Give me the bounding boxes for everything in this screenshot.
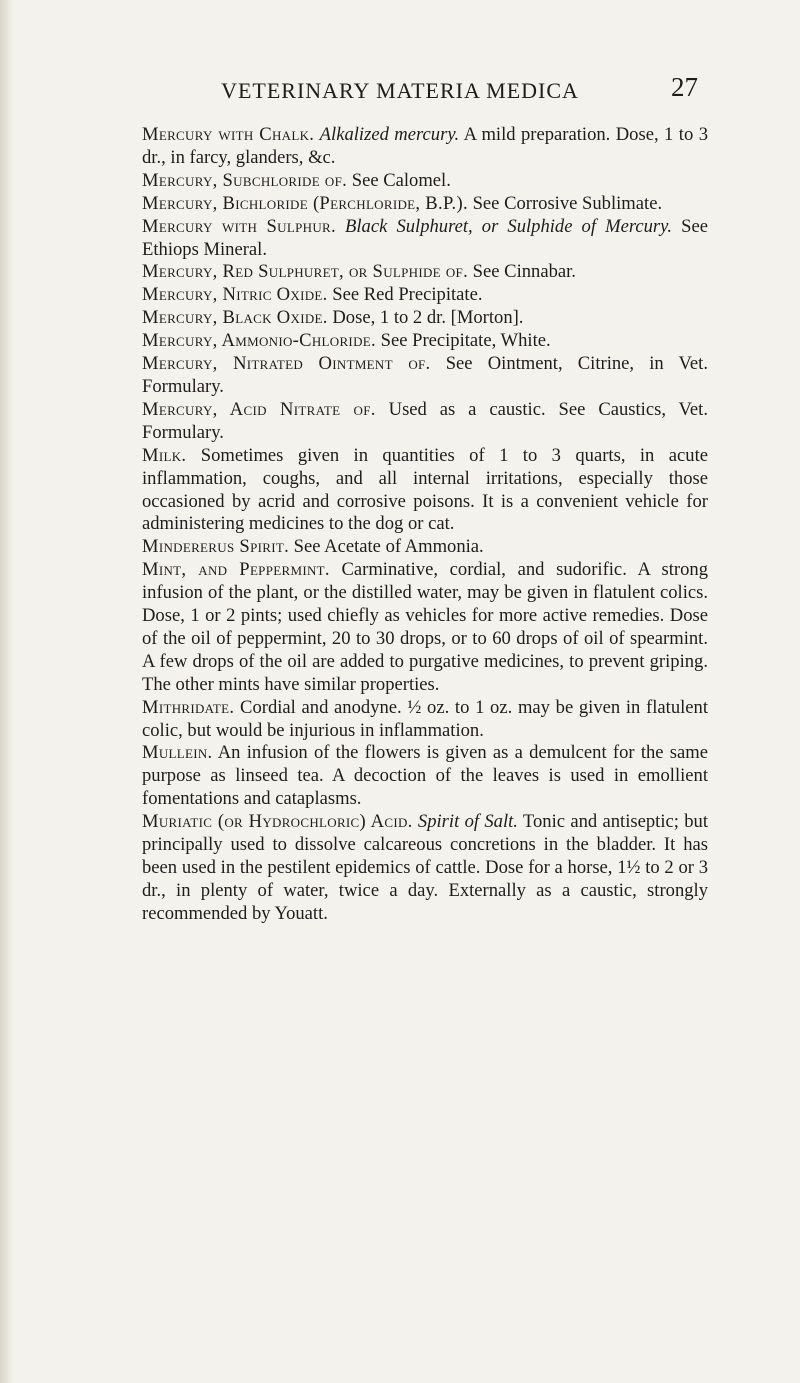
entry-headword: Mercury, Ammonio-Chloride. — [142, 330, 376, 352]
entry-headword: Mercury with Sulphur. — [142, 215, 336, 237]
entry-headword: Mullein. — [142, 742, 213, 764]
page-number: 27 — [671, 72, 698, 102]
entry-headword: Mindererus Spirit. — [142, 536, 290, 558]
entry-text: See Ointment, Citrine, in Vet. Formulary. — [142, 353, 708, 397]
entry-text: A mild preparation. Dose, 1 to 3 dr., in farcy, glanders, &c. — [142, 124, 708, 168]
entry-headword: Mercury, Subchloride of. — [142, 169, 348, 191]
page-header — [0, 72, 800, 112]
page-gutter-shadow — [0, 0, 14, 1383]
entry-mindererus-spirit — [142, 536, 708, 559]
entry-text: Dose, 1 to 2 dr. [Morton]. — [327, 307, 524, 329]
entry-headword: Mint, and Peppermint. — [142, 559, 330, 581]
entry-mercury-ammonio-chloride — [142, 330, 708, 353]
running-head: VETERINARY MATERIA MEDICA — [221, 78, 579, 103]
entry-headword: Mercury, Bichloride (Perchloride, B.P.). — [142, 192, 468, 214]
entry-text: Cordial and anodyne. ½ oz. to 1 oz. may be given in flatulent colic, but would be injurious in inflammation. — [142, 696, 708, 741]
entry-text: See Calomel. — [347, 169, 451, 191]
entry-text: See Precipitate, White. — [375, 330, 551, 352]
entry-mercury-nitrated-ointment — [142, 353, 708, 399]
entry-text: See Red Precipitate. — [327, 284, 483, 306]
entry-mercury-black-oxide — [142, 307, 708, 330]
entry-mithridate — [142, 697, 708, 743]
entry-headword: Mercury, Red Sulphuret, or Sulphide of. — [142, 261, 469, 283]
entry-headword: Mercury, Nitrated Ointment of. — [142, 353, 431, 375]
entry-mercury-with-sulphur — [142, 216, 708, 262]
entry-headword: Muriatic (or Hydrochloric) Acid. — [142, 811, 413, 833]
entry-mercury-red-sulphuret — [142, 261, 708, 284]
entry-text: Carminative, cordial, and sudorific. A strong infusion of the plant, or the distilled water, may be given in flatulent colics. Dose, 1 or 2 pints; used chiefly as vehicles for more active remedies. Dose of the oil of peppermint, 20 to 30 drops, or to 60 drops of oil of spearmint. A few drops of the oil are added to purgative medicines, to prevent griping. The other mints have similar properties. — [142, 559, 708, 695]
entry-text: See Acetate of Ammonia. — [289, 536, 484, 558]
entry-text: See Cinnabar. — [468, 261, 576, 283]
entry-mint-and-peppermint — [142, 559, 708, 696]
entry-synonym: Alkalized mercury. — [319, 124, 460, 145]
entry-milk — [142, 445, 708, 537]
entry-headword: Mithridate. — [142, 696, 235, 718]
entry-text: Sometimes given in quantities of 1 to 3 quarts, in acute inflammation, coughs, and all internal irritations, especially those occasioned by acrid and corrosive poisons. It is a convenient vehicle for administering medicines to the dog or cat. — [142, 444, 708, 535]
entries-column — [142, 124, 708, 926]
entry-synonym: Spirit of Salt. — [417, 811, 518, 833]
entry-text: See Ethiops Mineral. — [142, 215, 708, 260]
entry-headword: Milk. — [142, 444, 187, 466]
entry-mercury-bichloride — [142, 193, 708, 216]
entry-headword: Mercury with Chalk. — [142, 124, 315, 145]
entry-mercury-with-chalk — [142, 124, 708, 170]
entry-headword: Mercury, Nitric Oxide. — [142, 284, 328, 306]
entry-synonym: Black Sulphuret, or Sulphide of Mercury. — [345, 215, 673, 237]
entry-text: Used as a caustic. See Caustics, Vet. Formulary. — [142, 398, 708, 443]
entry-text: See Corrosive Sublimate. — [467, 192, 663, 214]
entry-muriatic-acid — [142, 811, 708, 926]
entry-mercury-nitric-oxide — [142, 284, 708, 307]
entry-mullein — [142, 742, 708, 811]
entry-headword: Mercury, Acid Nitrate of. — [142, 398, 376, 420]
entry-mercury-acid-nitrate — [142, 399, 708, 445]
entry-text: An infusion of the flowers is given as a demulcent for the same purpose as linseed tea. A decoction of the leaves is used in emollient fomentations and cataplasms. — [142, 742, 708, 810]
entry-text: Tonic and antiseptic; but principally used to dissolve calcareous concretions in the bladder. It has been used in the pestilent epidemics of cattle. Dose for a horse, 1½ to 2 or 3 dr., in plenty of water, twice a day. Externally as a caustic, strongly recommended by Youatt. — [142, 811, 708, 924]
entry-mercury-subchloride — [142, 170, 708, 193]
entry-headword: Mercury, Black Oxide. — [142, 307, 328, 329]
